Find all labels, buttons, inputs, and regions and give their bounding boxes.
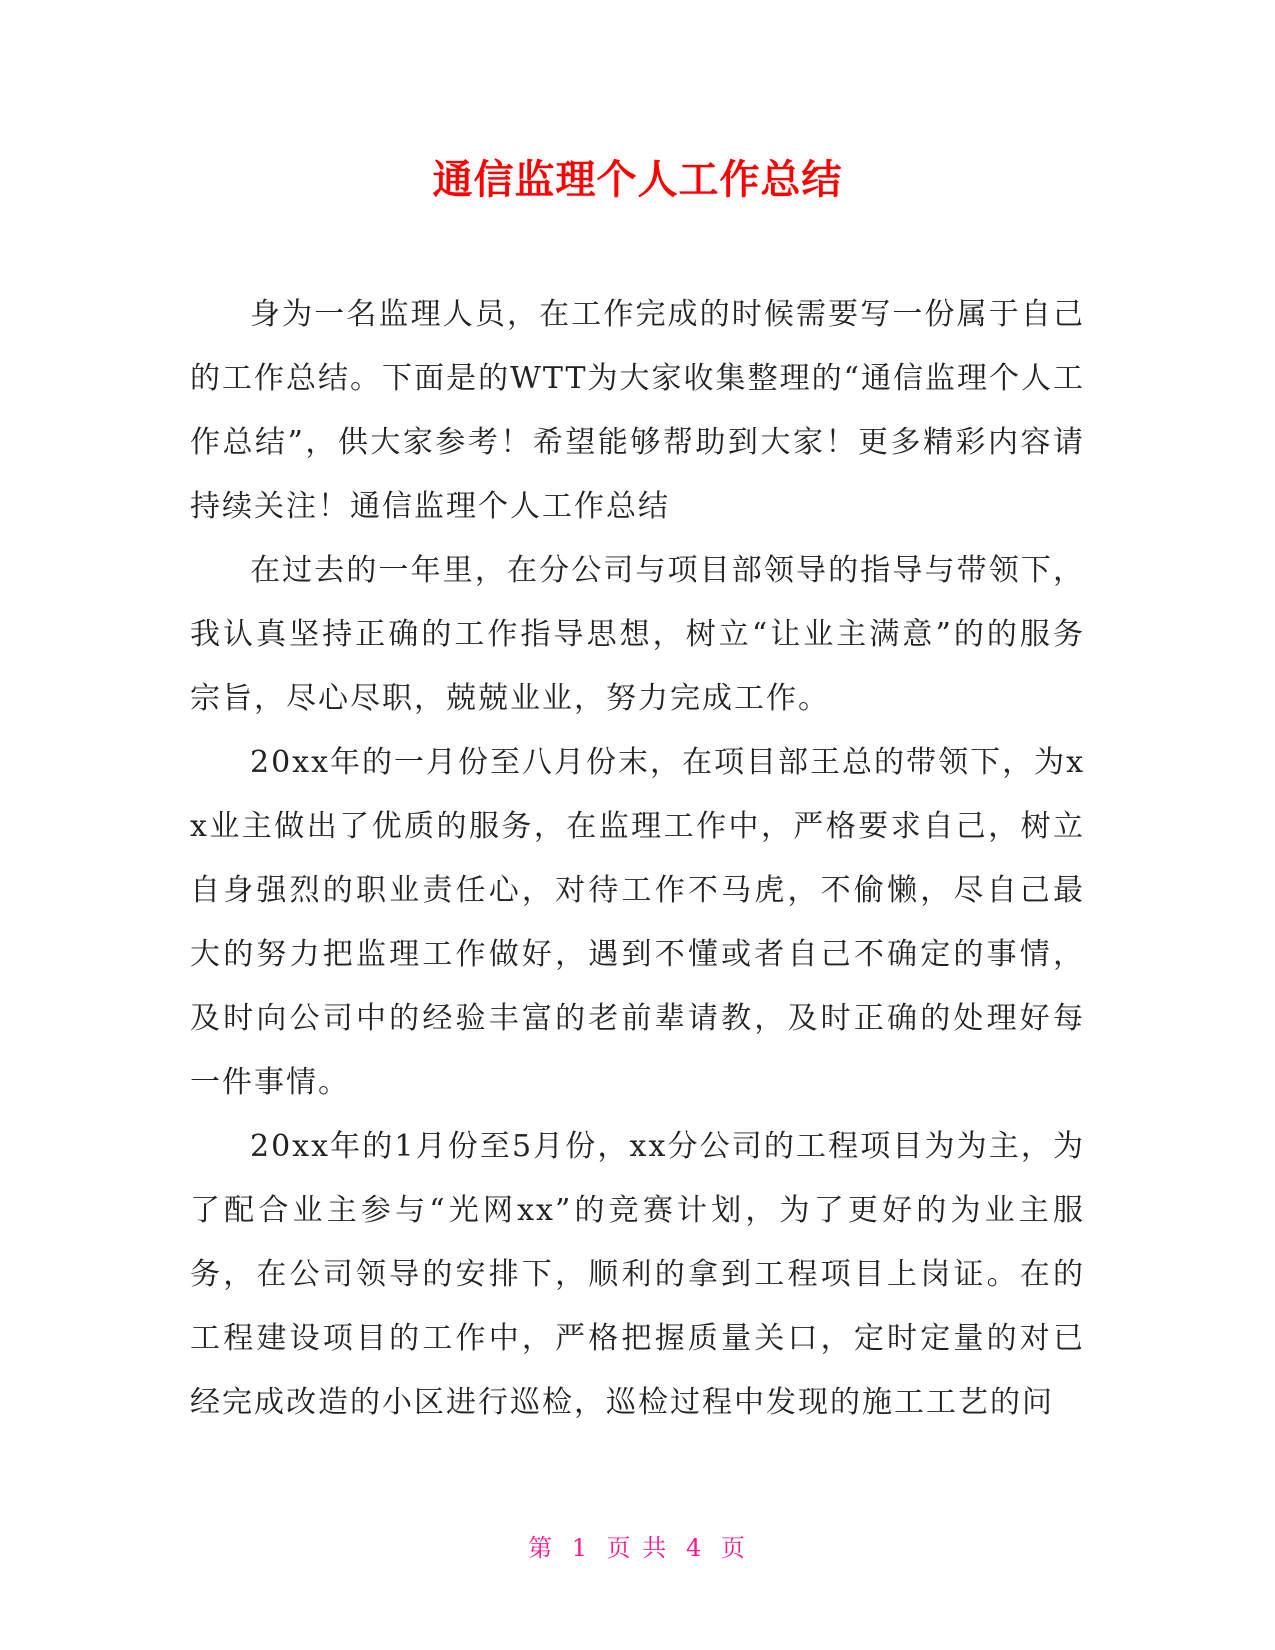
paragraph-jan-may: 20xx年的1月份至5月份，xx分公司的工程项目为为主，为了配合业主参与“光网xx”的竞赛计划，为了更好的为业主服务，在公司领导的安排下，顺利的拿到工程项目上岗证。在的工程建设项目的工作中，严格把握质量关口，定时定量的对已经完成改造的小区进行巡检，巡检过程中发现的施工工艺的问	[190, 1129, 1085, 1420]
footer-middle: 页 共	[606, 1534, 669, 1562]
paragraph-jan-aug: 20xx年的一月份至八月份末，在项目部王总的带领下，为xx业主做出了优质的服务，在监理工作中，严格要求自己，树立自身强烈的职业责任心，对待工作不马虎，不偷懒，尽自己最大的努力把监理工作做好，遇到不懂或者自己不确定的事情，及时向公司中的经验丰富的老前辈请教，及时正确的处理好每一件事情。	[190, 745, 1085, 1100]
footer-prefix: 第	[528, 1534, 555, 1562]
page-footer	[0, 1530, 1275, 1566]
page-title: 通信监理个人工作总结	[432, 157, 843, 203]
footer-suffix: 页	[720, 1534, 747, 1562]
paragraph-intro: 身为一名监理人员，在工作完成的时候需要写一份属于自己的工作总结。下面是的WTT为大家收集整理的“通信监理个人工作总结”，供大家参考！希望能够帮助到大家！更多精彩内容请持续关注！通信监理个人工作总结	[190, 297, 1085, 524]
document-body	[190, 283, 1085, 1435]
paragraph-past-year: 在过去的一年里，在分公司与项目部领导的指导与带领下，我认真坚持正确的工作指导思想，树立“让业主满意”的的服务宗旨，尽心尽职，兢兢业业，努力完成工作。	[190, 553, 1085, 716]
footer-current-page: 1	[571, 1534, 590, 1562]
footer-total-pages: 4	[685, 1534, 704, 1562]
